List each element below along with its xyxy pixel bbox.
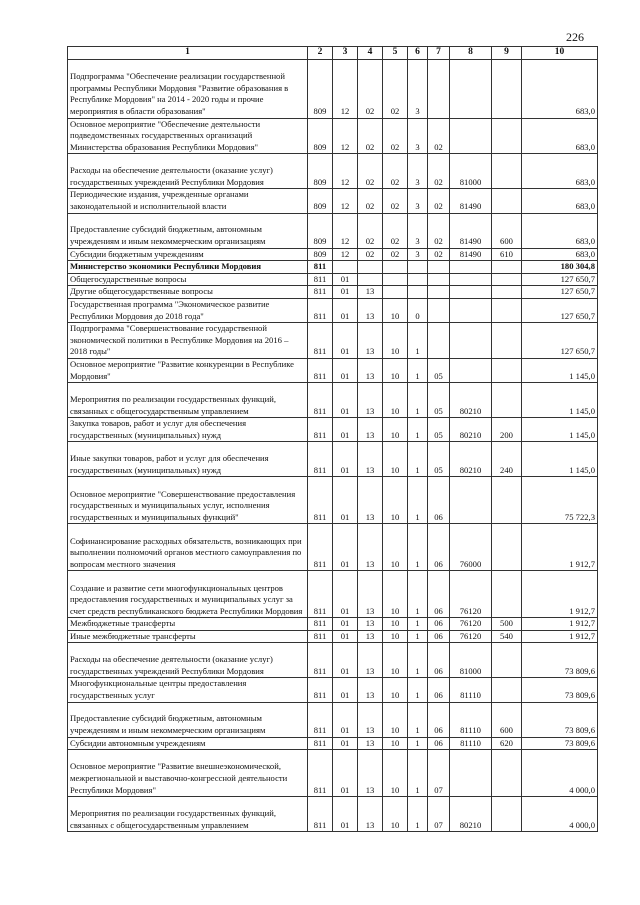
- subsection-code: 13: [358, 524, 383, 571]
- subprogram-code: 1: [408, 383, 428, 418]
- expense-type-code: 610: [492, 248, 522, 261]
- subprogram-code: 1: [408, 524, 428, 571]
- activity-code: 02: [428, 213, 450, 248]
- row-name: Иные закупки товаров, работ и услуг для обеспечения государственных (муниципальных) нужд: [68, 442, 308, 477]
- amount: 1 145,0: [522, 358, 598, 382]
- table-row: [68, 358, 598, 382]
- expense-type-code: [492, 678, 522, 702]
- manager-code: 811: [308, 571, 333, 618]
- expense-type-code: [492, 261, 522, 274]
- header-cell: 7: [428, 47, 450, 60]
- expense-type-code: [492, 643, 522, 678]
- activity-code: 06: [428, 618, 450, 631]
- row-name: Межбюджетные трансферты: [68, 618, 308, 631]
- program-code: 10: [383, 418, 408, 442]
- direction-code: [450, 273, 492, 286]
- row-name: Основное мероприятие "Совершенствование предоставления государственных и муниципальных услуг, исполнения государственных и муниципальных функций": [68, 477, 308, 524]
- row-name: Мероприятия по реализации государственных функций, связанных с общегосударственным управлением: [68, 383, 308, 418]
- subprogram-code: 1: [408, 442, 428, 477]
- header-cell: 1: [68, 47, 308, 60]
- section-code: 12: [333, 213, 358, 248]
- direction-code: [450, 477, 492, 524]
- subprogram-code: [408, 273, 428, 286]
- row-name: Мероприятия по реализации государственных функций, связанных с общегосударственным управлением: [68, 797, 308, 832]
- subprogram-code: 1: [408, 737, 428, 750]
- program-code: 02: [383, 248, 408, 261]
- expense-type-code: [492, 383, 522, 418]
- subsection-code: 13: [358, 797, 383, 832]
- activity-code: 07: [428, 750, 450, 797]
- subsection-code: 13: [358, 571, 383, 618]
- direction-code: 80210: [450, 797, 492, 832]
- table-row: [68, 298, 598, 322]
- subprogram-code: 1: [408, 358, 428, 382]
- activity-code: 06: [428, 524, 450, 571]
- amount: 4 000,0: [522, 750, 598, 797]
- row-name: Другие общегосударственные вопросы: [68, 286, 308, 299]
- activity-code: [428, 323, 450, 359]
- activity-code: 07: [428, 797, 450, 832]
- table-row: [68, 383, 598, 418]
- activity-code: 06: [428, 630, 450, 643]
- direction-code: 81490: [450, 248, 492, 261]
- direction-code: 80210: [450, 383, 492, 418]
- manager-code: 811: [308, 261, 333, 274]
- table-row: [68, 189, 598, 213]
- section-code: 01: [333, 618, 358, 631]
- direction-code: 81490: [450, 189, 492, 213]
- subprogram-code: 1: [408, 678, 428, 702]
- header-cell: 9: [492, 47, 522, 60]
- expense-type-code: 600: [492, 702, 522, 737]
- header-cell: 2: [308, 47, 333, 60]
- subsection-code: 13: [358, 298, 383, 322]
- table-row: [68, 248, 598, 261]
- amount: 127 650,7: [522, 273, 598, 286]
- manager-code: 809: [308, 118, 333, 154]
- activity-code: 02: [428, 189, 450, 213]
- section-code: 01: [333, 383, 358, 418]
- subsection-code: 02: [358, 248, 383, 261]
- row-name: Периодические издания, учрежденные органами законодательной и исполнительной власти: [68, 189, 308, 213]
- table-row: [68, 442, 598, 477]
- manager-code: 811: [308, 477, 333, 524]
- row-name: Расходы на обеспечение деятельности (оказание услуг) государственных учреждений Республики Мордовия: [68, 154, 308, 189]
- row-name: Государственная программа "Экономическое развитие Республики Мордовия до 2018 года": [68, 298, 308, 322]
- section-code: [333, 261, 358, 274]
- direction-code: 81110: [450, 678, 492, 702]
- activity-code: 06: [428, 702, 450, 737]
- section-code: 01: [333, 273, 358, 286]
- activity-code: [428, 261, 450, 274]
- activity-code: 06: [428, 477, 450, 524]
- subprogram-code: 1: [408, 797, 428, 832]
- section-code: 01: [333, 750, 358, 797]
- row-name: Предоставление субсидий бюджетным, автономным учреждениям и иным некоммерческим организациям: [68, 702, 308, 737]
- table-row: [68, 630, 598, 643]
- program-code: 10: [383, 358, 408, 382]
- amount: 1 145,0: [522, 442, 598, 477]
- table-row: [68, 213, 598, 248]
- subsection-code: 13: [358, 630, 383, 643]
- direction-code: 76120: [450, 630, 492, 643]
- section-code: 01: [333, 524, 358, 571]
- direction-code: 81000: [450, 154, 492, 189]
- amount: 683,0: [522, 59, 598, 118]
- program-code: 10: [383, 323, 408, 359]
- row-name: Подпрограмма "Совершенствование государственной экономической политики в Республике Мордовия на 2016 – 2018 годы": [68, 323, 308, 359]
- subsection-code: 13: [358, 323, 383, 359]
- expense-type-code: [492, 571, 522, 618]
- amount: 1 912,7: [522, 630, 598, 643]
- amount: 73 809,6: [522, 678, 598, 702]
- program-code: 10: [383, 702, 408, 737]
- subprogram-code: 1: [408, 618, 428, 631]
- manager-code: 811: [308, 737, 333, 750]
- program-code: 10: [383, 737, 408, 750]
- subsection-code: 13: [358, 418, 383, 442]
- table-row: [68, 524, 598, 571]
- section-code: 12: [333, 248, 358, 261]
- row-name: Расходы на обеспечение деятельности (оказание услуг) государственных учреждений Республики Мордовия: [68, 643, 308, 678]
- expense-type-code: 620: [492, 737, 522, 750]
- manager-code: 809: [308, 154, 333, 189]
- manager-code: 811: [308, 797, 333, 832]
- program-code: 10: [383, 298, 408, 322]
- section-code: 12: [333, 118, 358, 154]
- row-name: Предоставление субсидий бюджетным, автономным учреждениям и иным некоммерческим организациям: [68, 213, 308, 248]
- amount: 1 912,7: [522, 524, 598, 571]
- activity-code: 05: [428, 358, 450, 382]
- amount: 1 145,0: [522, 418, 598, 442]
- table-header-row: [68, 47, 598, 60]
- program-code: 02: [383, 118, 408, 154]
- manager-code: 811: [308, 442, 333, 477]
- page-number: 226: [566, 30, 584, 44]
- subsection-code: 02: [358, 59, 383, 118]
- subsection-code: 13: [358, 477, 383, 524]
- subsection-code: 13: [358, 442, 383, 477]
- program-code: 10: [383, 477, 408, 524]
- table-row: [68, 59, 598, 118]
- subsection-code: 13: [358, 750, 383, 797]
- activity-code: [428, 273, 450, 286]
- subsection-code: 02: [358, 154, 383, 189]
- row-name: Многофункциональные центры предоставления государственных услуг: [68, 678, 308, 702]
- expense-type-code: [492, 750, 522, 797]
- direction-code: [450, 298, 492, 322]
- subprogram-code: 1: [408, 571, 428, 618]
- manager-code: 811: [308, 630, 333, 643]
- amount: 180 304,8: [522, 261, 598, 274]
- program-code: [383, 286, 408, 299]
- manager-code: 811: [308, 273, 333, 286]
- activity-code: 05: [428, 418, 450, 442]
- header-cell: 5: [383, 47, 408, 60]
- program-code: 02: [383, 213, 408, 248]
- manager-code: 809: [308, 248, 333, 261]
- subprogram-code: [408, 286, 428, 299]
- subprogram-code: 1: [408, 323, 428, 359]
- table-row: [68, 643, 598, 678]
- amount: 73 809,6: [522, 737, 598, 750]
- manager-code: 811: [308, 323, 333, 359]
- row-name: Основное мероприятие "Развитие внешнеэкономической, межрегиональной и выставочно-конгрессной деятельности Республики Мордовия": [68, 750, 308, 797]
- table-row: [68, 737, 598, 750]
- row-name: Подпрограмма "Обеспечение реализации государственной программы Республики Мордовия "Развитие образования в Республике Мордовия" на 2014 - 2020 годы и прочие мероприятия в области образования": [68, 59, 308, 118]
- manager-code: 809: [308, 213, 333, 248]
- section-code: 01: [333, 702, 358, 737]
- activity-code: [428, 59, 450, 118]
- section-code: 12: [333, 59, 358, 118]
- activity-code: 06: [428, 737, 450, 750]
- row-name: Субсидии автономным учреждениям: [68, 737, 308, 750]
- row-name: Создание и развитие сети многофункциональных центров предоставления государственных и муниципальных услуг за счет средств республиканского бюджета Республики Мордовия: [68, 571, 308, 618]
- row-name: Закупка товаров, работ и услуг для обеспечения государственных (муниципальных) нужд: [68, 418, 308, 442]
- manager-code: 811: [308, 678, 333, 702]
- activity-code: 05: [428, 442, 450, 477]
- table-row: [68, 797, 598, 832]
- row-name: Общегосударственные вопросы: [68, 273, 308, 286]
- table-row: [68, 418, 598, 442]
- expense-type-code: 500: [492, 618, 522, 631]
- program-code: 10: [383, 797, 408, 832]
- manager-code: 809: [308, 59, 333, 118]
- amount: 4 000,0: [522, 797, 598, 832]
- subprogram-code: 1: [408, 750, 428, 797]
- expense-type-code: 200: [492, 418, 522, 442]
- section-code: 01: [333, 323, 358, 359]
- table-row: [68, 678, 598, 702]
- direction-code: 81110: [450, 737, 492, 750]
- header-cell: 8: [450, 47, 492, 60]
- amount: 683,0: [522, 213, 598, 248]
- section-code: 01: [333, 477, 358, 524]
- subprogram-code: 1: [408, 643, 428, 678]
- row-name: Основное мероприятие "Обеспечение деятельности подведомственных государственных организаций Министерства образования Республики Мордовия": [68, 118, 308, 154]
- subprogram-code: 1: [408, 630, 428, 643]
- program-code: 02: [383, 59, 408, 118]
- amount: 127 650,7: [522, 286, 598, 299]
- program-code: 02: [383, 154, 408, 189]
- subsection-code: 13: [358, 286, 383, 299]
- direction-code: [450, 59, 492, 118]
- amount: 73 809,6: [522, 643, 598, 678]
- row-name: Основное мероприятие "Развитие конкуренции в Республике Мордовия": [68, 358, 308, 382]
- section-code: 01: [333, 630, 358, 643]
- table-row: [68, 154, 598, 189]
- activity-code: [428, 298, 450, 322]
- subprogram-code: 1: [408, 702, 428, 737]
- activity-code: 06: [428, 678, 450, 702]
- table-row: [68, 477, 598, 524]
- header-cell: 10: [522, 47, 598, 60]
- section-code: 01: [333, 737, 358, 750]
- section-code: 01: [333, 286, 358, 299]
- section-code: 01: [333, 678, 358, 702]
- subsection-code: [358, 261, 383, 274]
- subprogram-code: 3: [408, 248, 428, 261]
- program-code: 10: [383, 618, 408, 631]
- subsection-code: 13: [358, 678, 383, 702]
- table-row: [68, 571, 598, 618]
- manager-code: 811: [308, 298, 333, 322]
- expense-type-code: [492, 59, 522, 118]
- row-name: Субсидии бюджетным учреждениям: [68, 248, 308, 261]
- program-code: 10: [383, 643, 408, 678]
- direction-code: [450, 286, 492, 299]
- expense-type-code: [492, 323, 522, 359]
- program-code: 02: [383, 189, 408, 213]
- activity-code: 02: [428, 118, 450, 154]
- expense-type-code: 240: [492, 442, 522, 477]
- subprogram-code: 3: [408, 118, 428, 154]
- program-code: 10: [383, 442, 408, 477]
- table-row: [68, 286, 598, 299]
- section-code: 01: [333, 797, 358, 832]
- direction-code: 80210: [450, 442, 492, 477]
- manager-code: 811: [308, 702, 333, 737]
- subprogram-code: 3: [408, 154, 428, 189]
- expense-type-code: 600: [492, 213, 522, 248]
- expense-type-code: [492, 273, 522, 286]
- header-cell: 6: [408, 47, 428, 60]
- expense-type-code: [492, 154, 522, 189]
- manager-code: 811: [308, 618, 333, 631]
- direction-code: 81000: [450, 643, 492, 678]
- direction-code: 76120: [450, 571, 492, 618]
- section-code: 01: [333, 358, 358, 382]
- direction-code: [450, 750, 492, 797]
- table-row: [68, 702, 598, 737]
- amount: 75 722,3: [522, 477, 598, 524]
- program-code: 10: [383, 678, 408, 702]
- activity-code: 02: [428, 248, 450, 261]
- direction-code: [450, 118, 492, 154]
- program-code: [383, 261, 408, 274]
- activity-code: [428, 286, 450, 299]
- subsection-code: [358, 273, 383, 286]
- subsection-code: 13: [358, 618, 383, 631]
- header-cell: 4: [358, 47, 383, 60]
- activity-code: 05: [428, 383, 450, 418]
- expense-type-code: [492, 477, 522, 524]
- subsection-code: 13: [358, 358, 383, 382]
- section-code: 01: [333, 418, 358, 442]
- manager-code: 811: [308, 286, 333, 299]
- direction-code: 80210: [450, 418, 492, 442]
- subsection-code: 13: [358, 737, 383, 750]
- expense-type-code: [492, 286, 522, 299]
- amount: 1 912,7: [522, 618, 598, 631]
- table-row: [68, 618, 598, 631]
- subsection-code: 02: [358, 118, 383, 154]
- manager-code: 811: [308, 418, 333, 442]
- section-code: 01: [333, 442, 358, 477]
- manager-code: 811: [308, 750, 333, 797]
- section-code: 01: [333, 298, 358, 322]
- header-cell: 3: [333, 47, 358, 60]
- subprogram-code: 1: [408, 477, 428, 524]
- subsection-code: 02: [358, 213, 383, 248]
- section-code: 01: [333, 643, 358, 678]
- direction-code: 81110: [450, 702, 492, 737]
- amount: 683,0: [522, 189, 598, 213]
- amount: 683,0: [522, 154, 598, 189]
- amount: 127 650,7: [522, 298, 598, 322]
- program-code: 10: [383, 524, 408, 571]
- direction-code: 81490: [450, 213, 492, 248]
- row-name: Министерство экономики Республики Мордовия: [68, 261, 308, 274]
- amount: 127 650,7: [522, 323, 598, 359]
- subsection-code: 13: [358, 643, 383, 678]
- amount: 1 145,0: [522, 383, 598, 418]
- amount: 73 809,6: [522, 702, 598, 737]
- section-code: 12: [333, 154, 358, 189]
- expense-type-code: [492, 189, 522, 213]
- direction-code: [450, 323, 492, 359]
- activity-code: 02: [428, 154, 450, 189]
- section-code: 12: [333, 189, 358, 213]
- direction-code: [450, 261, 492, 274]
- direction-code: 76120: [450, 618, 492, 631]
- manager-code: 811: [308, 643, 333, 678]
- amount: 1 912,7: [522, 571, 598, 618]
- table-row: [68, 323, 598, 359]
- expense-type-code: [492, 298, 522, 322]
- program-code: 10: [383, 571, 408, 618]
- subprogram-code: [408, 261, 428, 274]
- table-row: [68, 261, 598, 274]
- subprogram-code: 0: [408, 298, 428, 322]
- subprogram-code: 3: [408, 59, 428, 118]
- expense-type-code: [492, 358, 522, 382]
- budget-table: [67, 46, 598, 832]
- activity-code: 06: [428, 571, 450, 618]
- table-row: [68, 118, 598, 154]
- expense-type-code: 540: [492, 630, 522, 643]
- activity-code: 06: [428, 643, 450, 678]
- expense-type-code: [492, 797, 522, 832]
- program-code: [383, 273, 408, 286]
- manager-code: 811: [308, 358, 333, 382]
- expense-type-code: [492, 524, 522, 571]
- table-row: [68, 273, 598, 286]
- manager-code: 811: [308, 383, 333, 418]
- program-code: 10: [383, 383, 408, 418]
- subprogram-code: 1: [408, 418, 428, 442]
- subprogram-code: 3: [408, 189, 428, 213]
- expense-type-code: [492, 118, 522, 154]
- amount: 683,0: [522, 118, 598, 154]
- subsection-code: 02: [358, 189, 383, 213]
- amount: 683,0: [522, 248, 598, 261]
- program-code: 10: [383, 630, 408, 643]
- direction-code: 76000: [450, 524, 492, 571]
- subprogram-code: 3: [408, 213, 428, 248]
- subsection-code: 13: [358, 702, 383, 737]
- section-code: 01: [333, 571, 358, 618]
- row-name: Иные межбюджетные трансферты: [68, 630, 308, 643]
- program-code: 10: [383, 750, 408, 797]
- manager-code: 809: [308, 189, 333, 213]
- table-row: [68, 750, 598, 797]
- row-name: Софинансирование расходных обязательств, возникающих при выполнении полномочий органов местного самоуправления по вопросам местного значения: [68, 524, 308, 571]
- subsection-code: 13: [358, 383, 383, 418]
- manager-code: 811: [308, 524, 333, 571]
- direction-code: [450, 358, 492, 382]
